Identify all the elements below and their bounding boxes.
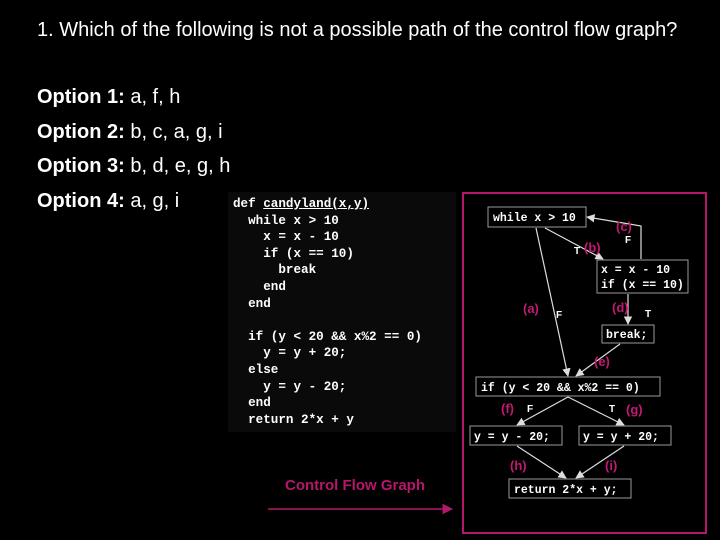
node-update bbox=[597, 260, 688, 293]
code-line-12: end bbox=[233, 396, 271, 411]
node-if-text: if (y < 20 && x%2 == 0) bbox=[481, 382, 640, 395]
code-line-11: y = y - 20; bbox=[233, 379, 347, 394]
option-3-value: b, d, e, g, h bbox=[124, 155, 231, 177]
node-while-text: while x > 10 bbox=[493, 212, 576, 225]
code-line-3: if (x == 10) bbox=[233, 246, 354, 261]
node-add bbox=[579, 426, 671, 445]
edge-label-h: (h) bbox=[510, 458, 527, 473]
node-add-text: y = y + 20; bbox=[583, 431, 659, 444]
branch-label-b-true: T bbox=[574, 246, 581, 257]
node-update-line2: if (x == 10) bbox=[601, 279, 684, 292]
code-line-10: else bbox=[233, 362, 279, 377]
branch-label-a-false: F bbox=[556, 310, 563, 321]
edge-label-d: (d) bbox=[612, 300, 629, 315]
code-line-8: if (y < 20 && x%2 == 0) bbox=[233, 329, 422, 344]
node-if bbox=[476, 377, 660, 396]
node-while bbox=[488, 207, 586, 227]
edge-label-f: (f) bbox=[501, 401, 514, 416]
option-2-value: b, c, a, g, i bbox=[124, 120, 223, 143]
option-4-key: Option 4: bbox=[37, 189, 125, 212]
option-4-value: a, g, i bbox=[124, 189, 180, 212]
edge-label-b: (b) bbox=[584, 240, 601, 255]
node-return bbox=[509, 479, 631, 498]
edge-label-e: (e) bbox=[594, 354, 610, 369]
node-break-text: break; bbox=[606, 329, 648, 342]
branch-label-f-false: F bbox=[527, 404, 534, 415]
cfg-caption: Control Flow Graph bbox=[285, 477, 425, 494]
code-line-5: end bbox=[233, 279, 286, 294]
edge-label-i: (i) bbox=[605, 458, 618, 473]
code-function-signature: candyland(x,y) bbox=[263, 197, 370, 211]
option-1-key: Option 1: bbox=[37, 86, 125, 108]
option-2-key: Option 2: bbox=[37, 120, 125, 143]
node-sub bbox=[470, 426, 562, 445]
edge-label-a: (a) bbox=[523, 301, 539, 316]
code-line-13: return 2*x + y bbox=[233, 412, 354, 427]
code-line-6: end bbox=[233, 296, 271, 311]
branch-label-d-true: T bbox=[645, 309, 652, 320]
node-update-line1: x = x - 10 bbox=[601, 264, 671, 277]
code-line-2: x = x - 10 bbox=[233, 230, 339, 245]
code-line-4: break bbox=[233, 263, 317, 278]
edge-g bbox=[568, 397, 624, 425]
edge-a bbox=[536, 228, 568, 376]
code-def-keyword: def bbox=[233, 197, 264, 211]
question-text: 1. Which of the following is not a possible path of the control flow graph? bbox=[37, 19, 678, 41]
node-return-text: return 2*x + y; bbox=[514, 484, 618, 497]
option-3-key: Option 3: bbox=[37, 155, 125, 177]
edge-label-c: (c) bbox=[616, 219, 632, 234]
edge-f bbox=[517, 397, 568, 425]
code-line-9: y = y + 20; bbox=[233, 346, 347, 361]
node-break bbox=[602, 325, 654, 343]
branch-label-c-false: F bbox=[625, 235, 632, 246]
node-sub-text: y = y - 20; bbox=[474, 431, 550, 444]
code-line-1: while x > 10 bbox=[233, 213, 339, 228]
branch-label-g-true: T bbox=[609, 404, 616, 415]
edge-label-g: (g) bbox=[626, 402, 643, 417]
option-1-value: a, f, h bbox=[124, 86, 181, 108]
